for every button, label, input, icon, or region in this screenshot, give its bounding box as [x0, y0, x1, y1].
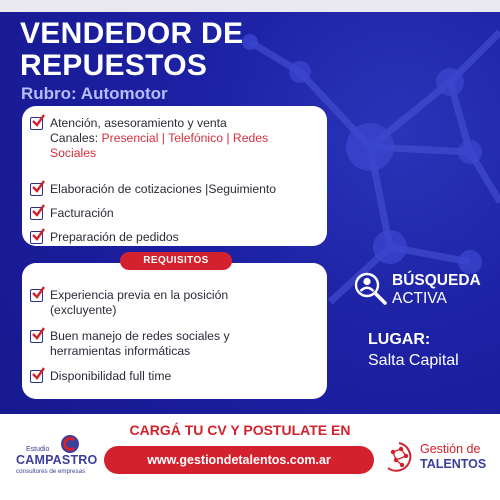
network-head-icon	[382, 440, 416, 474]
checkbox-icon	[30, 330, 43, 343]
search-status-value: ACTIVA	[392, 290, 447, 307]
requirement-label: Buen manejo de redes sociales y	[50, 329, 230, 343]
checkbox-icon	[30, 207, 43, 220]
task-label: Atención, asesoramiento y venta	[50, 116, 227, 130]
channels-list-cont: Sociales	[50, 146, 97, 160]
gestion-de-talentos-logo	[382, 438, 494, 478]
logo-small-text: Estudio	[26, 446, 50, 453]
logo-name: CAMPASTRO	[16, 453, 98, 467]
requirements-card	[22, 263, 327, 399]
campastro-mark-icon	[60, 434, 80, 454]
requirement-label-cont: herramientas informáticas	[50, 344, 191, 358]
page-title	[20, 18, 320, 82]
requirement-label-cont: (excluyente)	[50, 303, 117, 317]
checkbox-icon	[30, 231, 43, 244]
checkbox-icon	[30, 370, 43, 383]
search-status-label: BÚSQUEDA	[392, 272, 481, 289]
location-value: Salta Capital	[368, 352, 459, 369]
logo-line-1: Gestión de	[420, 442, 481, 456]
checkbox-icon	[30, 117, 43, 130]
campastro-logo	[14, 434, 98, 480]
title-line-2: REPUESTOS	[20, 49, 208, 82]
checkbox-icon	[30, 289, 43, 302]
channels-prefix: Canales:	[50, 131, 102, 145]
task-label: Preparación de pedidos	[50, 230, 179, 244]
task-label: Elaboración de cotizaciones |Seguimiento	[50, 182, 277, 196]
task-label: Facturación	[50, 206, 114, 220]
checkbox-icon	[30, 183, 43, 196]
requirements-badge: REQUISITOS	[120, 252, 232, 270]
website-link[interactable]: www.gestiondetalentos.com.ar	[104, 446, 374, 474]
top-strip	[0, 0, 500, 12]
tasks-card	[22, 106, 327, 246]
logo-subtitle: consultores de empresas	[16, 468, 86, 475]
requirement-label: Disponibilidad full time	[50, 369, 172, 383]
rubro-label: Rubro: Automotor	[21, 84, 168, 103]
title-line-1: VENDEDOR DE	[20, 17, 244, 50]
cta-text: CARGÁ TU CV Y POSTULATE EN	[129, 422, 351, 438]
logo-line-2: TALENTOS	[420, 457, 487, 471]
location-label: LUGAR:	[368, 331, 431, 348]
channels-list: Presencial | Telefónico | Redes	[101, 131, 269, 145]
requirement-label: Experiencia previa en la posición	[50, 288, 229, 302]
person-search-icon	[352, 270, 390, 308]
